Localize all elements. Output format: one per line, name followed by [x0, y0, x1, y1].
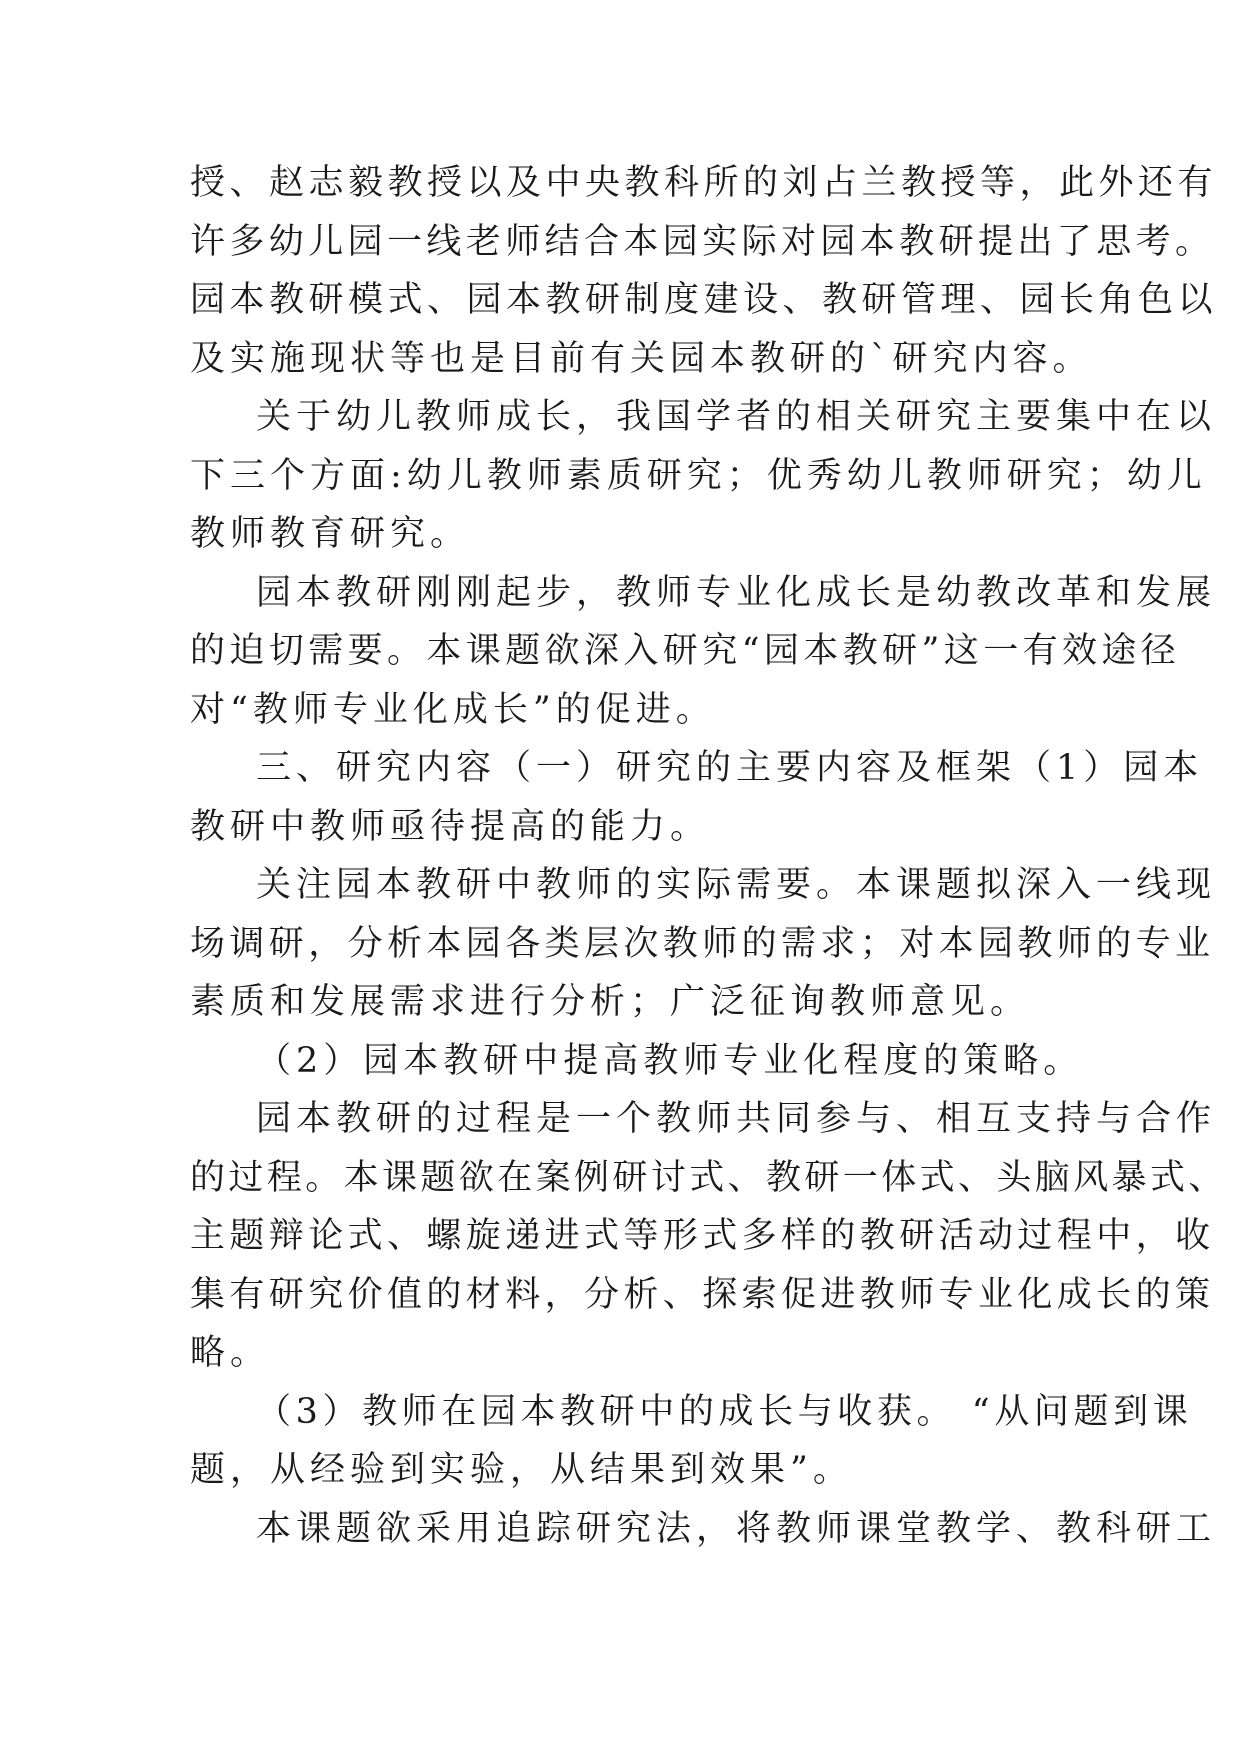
text-line: 关注园本教研中教师的实际需要。本课题拟深入一线现	[256, 865, 1217, 905]
text-line: 集有研究价值的材料，分析、探索促进教师专业化成长的策	[190, 1275, 1215, 1315]
text-line: 的过程。本课题欲在案例研讨式、教研一体式、头脑风暴式、	[190, 1158, 1227, 1198]
text-line: 的迫切需要。本课题欲深入研究“园本教研”这一有效途径	[190, 631, 1181, 671]
text-line: 略。	[190, 1333, 271, 1373]
text-line: 园本教研模式、园本教研制度建设、教研管理、园长角色以	[190, 280, 1218, 320]
text-line: 及实施现状等也是目前有关园本教研的`研究内容。	[190, 339, 1093, 379]
text-line: 对“教师专业化成长”的促进。	[190, 690, 716, 730]
section-heading: 三、研究内容（一）研究的主要内容及框架（1）园本	[256, 748, 1204, 788]
subsection-heading: （3）教师在园本教研中的成长与收获。 “从问题到课	[256, 1392, 1193, 1432]
text-line: 授、赵志毅教授以及中央教科所的刘占兰教授等，此外还有	[190, 163, 1218, 203]
text-line: 主题辩论式、螺旋递进式等形式多样的教研活动过程中，收	[190, 1216, 1215, 1256]
text-line: 本课题欲采用追踪研究法，将教师课堂教学、教科研工	[256, 1509, 1217, 1549]
text-line: 教研中教师亟待提高的能力。	[190, 807, 711, 847]
text-line: 教师教育研究。	[190, 514, 471, 554]
subsection-heading: （2）园本教研中提高教师专业化程度的策略。	[256, 1041, 1084, 1081]
text-line: 素质和发展需求进行分析；广泛征询教师意见。	[190, 982, 1031, 1022]
text-line: 园本教研刚刚起步，教师专业化成长是幼教改革和发展	[256, 573, 1217, 613]
text-line: 题，从经验到实验，从结果到效果”。	[190, 1450, 853, 1490]
text-line: 关于幼儿教师成长，我国学者的相关研究主要集中在以	[256, 397, 1217, 437]
text-line: 下三个方面:幼儿教师素质研究；优秀幼儿教师研究；幼儿	[190, 456, 1207, 496]
text-line: 许多幼儿园一线老师结合本园实际对园本教研提出了思考。	[190, 222, 1215, 262]
text-line: 场调研，分析本园各类层次教师的需求；对本园教师的专业	[190, 924, 1215, 964]
text-line: 园本教研的过程是一个教师共同参与、相互支持与合作	[256, 1099, 1217, 1139]
